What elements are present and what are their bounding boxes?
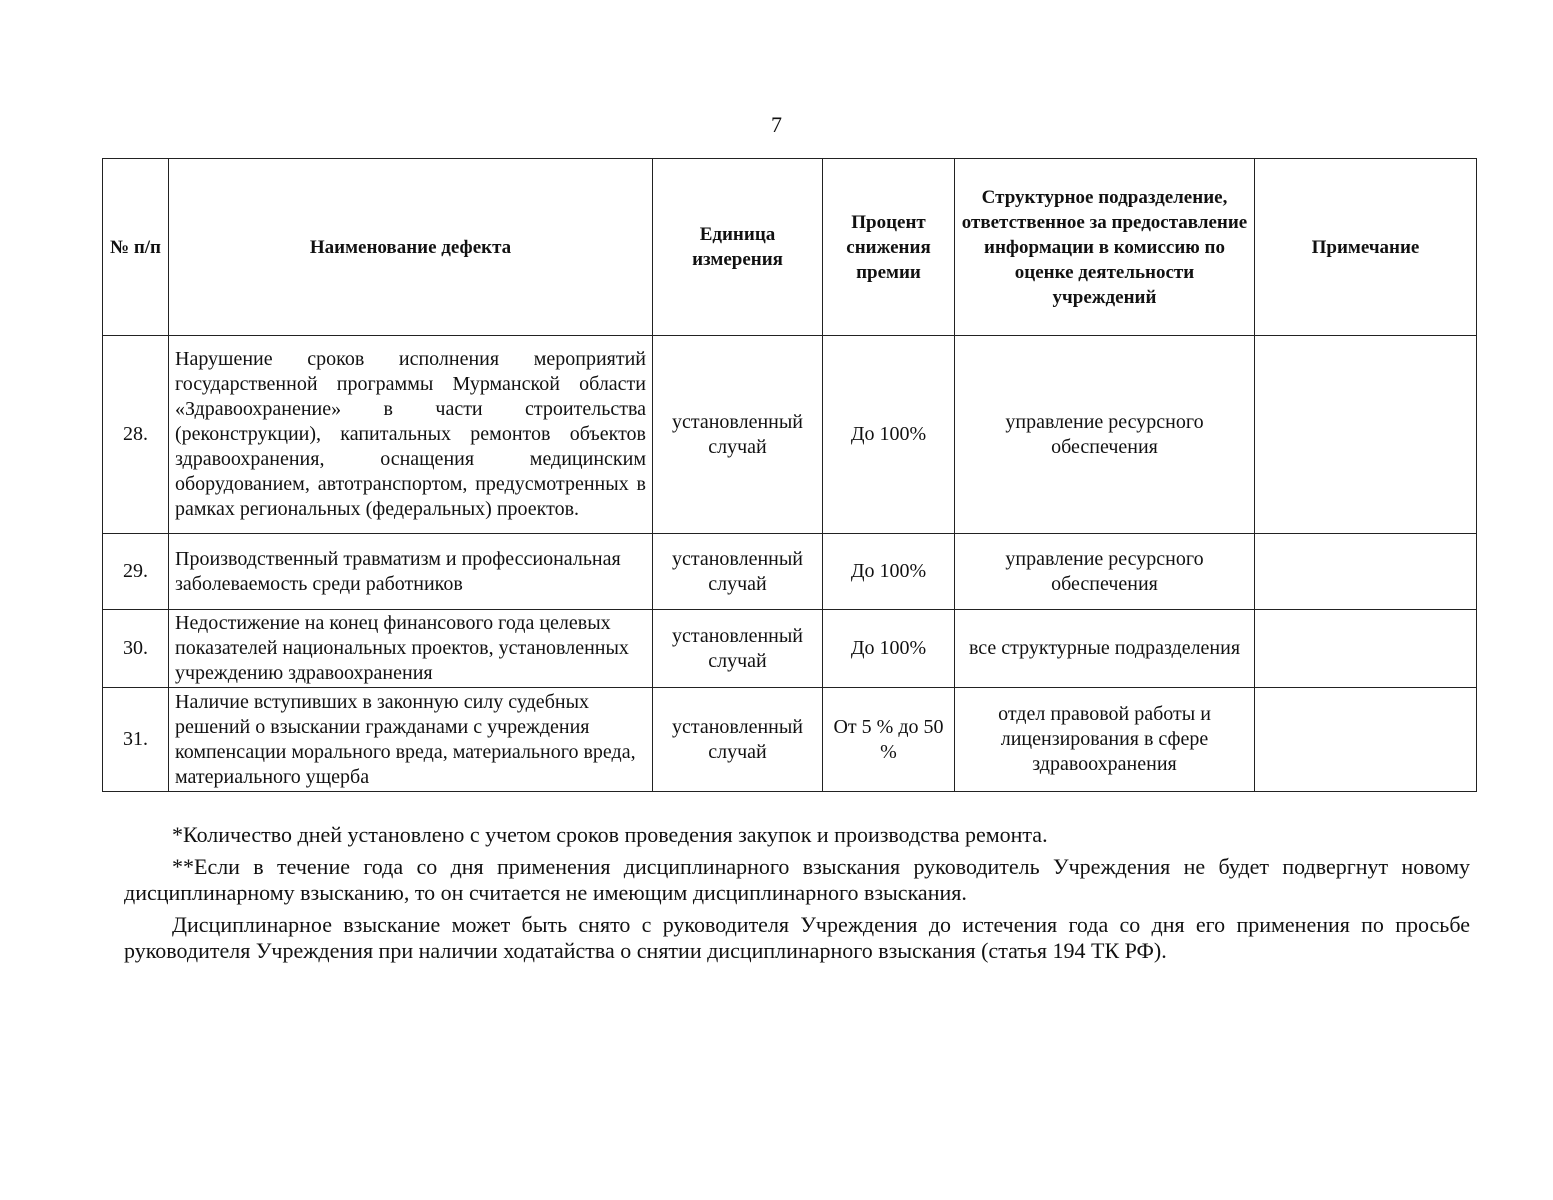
row-percent: От 5 % до 50 % [823, 688, 955, 792]
row-dept: управление ресурсного обеспечения [955, 336, 1255, 534]
row-num: 31. [103, 688, 169, 792]
row-percent: До 100% [823, 610, 955, 688]
row-percent: До 100% [823, 534, 955, 610]
header-name: Наименование дефекта [169, 159, 653, 336]
footnotes [124, 822, 1470, 970]
row-defect-name: Нарушение сроков исполнения мероприятий государственной программы Мурманской области «Здравоохранение» в части строительства (реконструкции), капитальных ремонтов объектов здравоохранения, оснащения медицинским оборудованием, автотранспортом, предусмотренных в рамках региональных (федеральных) проектов. [169, 336, 653, 534]
table-row [103, 610, 1477, 688]
row-defect-name: Недостижение на конец финансового года целевых показателей национальных проектов, установленных учреждению здравоохранения [169, 610, 653, 688]
table-row [103, 336, 1477, 534]
header-dept: Структурное подразделение, ответственное за предоставление информации в комиссию по оценке деятельности учреждений [955, 159, 1255, 336]
row-note [1255, 688, 1477, 792]
row-num: 28. [103, 336, 169, 534]
row-num: 30. [103, 610, 169, 688]
row-percent: До 100% [823, 336, 955, 534]
header-unit: Единица измерения [653, 159, 823, 336]
header-num: № п/п [103, 159, 169, 336]
table-row [103, 534, 1477, 610]
row-defect-name: Производственный травматизм и профессиональная заболеваемость среди работников [169, 534, 653, 610]
footnote-disciplinary: **Если в течение года со дня применения дисциплинарного взыскания руководитель Учреждения не будет подвергнут новому дисциплинарному взысканию, то он считается не имеющим дисциплинарного взыскания. [124, 854, 1470, 905]
row-dept: отдел правовой работы и лицензирования в сфере здравоохранения [955, 688, 1255, 792]
row-note [1255, 534, 1477, 610]
row-note [1255, 336, 1477, 534]
row-num: 29. [103, 534, 169, 610]
page-number: 7 [771, 112, 782, 137]
row-note [1255, 610, 1477, 688]
row-dept: все структурные подразделения [955, 610, 1255, 688]
row-unit: установленный случай [653, 610, 823, 688]
defects-table [102, 158, 1477, 792]
paragraph-removal: Дисциплинарное взыскание может быть снято с руководителя Учреждения до истечения года со дня его применения по просьбе руководителя Учреждения при наличии ходатайства о снятии дисциплинарного взыскания (статья 194 ТК РФ). [124, 912, 1470, 963]
row-defect-name: Наличие вступивших в законную силу судебных решений о взыскании гражданами с учреждения компенсации морального вреда, материального вреда, материального ущерба [169, 688, 653, 792]
header-note: Примечание [1255, 159, 1477, 336]
footnote-days: *Количество дней установлено с учетом сроков проведения закупок и производства ремонта. [172, 822, 1048, 847]
row-unit: установленный случай [653, 688, 823, 792]
row-unit: установленный случай [653, 534, 823, 610]
table-row [103, 688, 1477, 792]
row-unit: установленный случай [653, 336, 823, 534]
header-percent: Процент снижения премии [823, 159, 955, 336]
row-dept: управление ресурсного обеспечения [955, 534, 1255, 610]
table-header-row [103, 159, 1477, 336]
